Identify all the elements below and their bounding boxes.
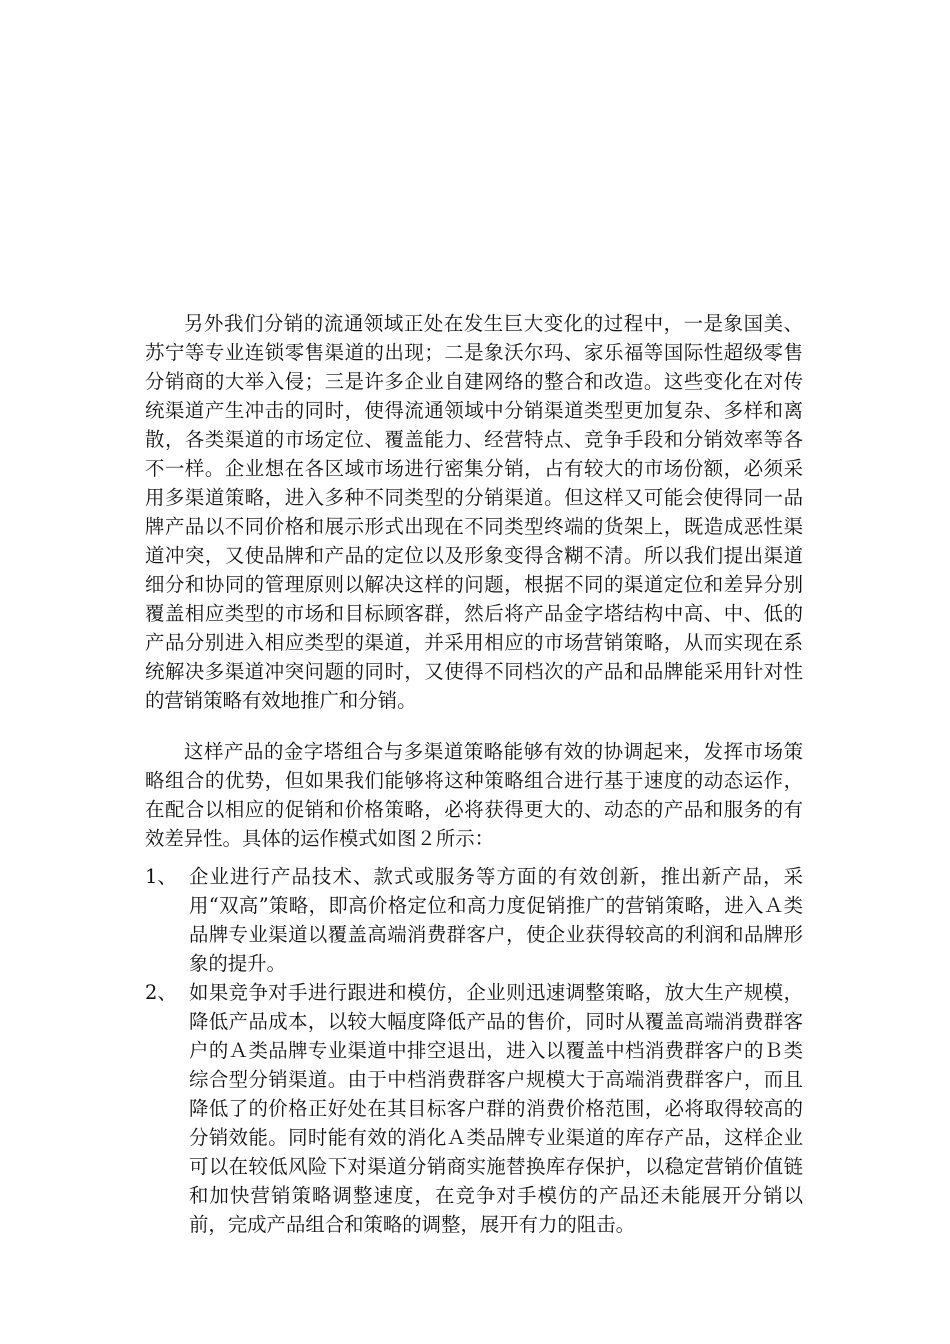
body-paragraph-1: 另外我们分销的流通领域正处在发生巨大变化的过程中，一是象国美、苏宁等专业连锁零售渠道的出现；二是象沃尔玛、家乐福等国际性超级零售分销商的大举入侵；三是许多企业自建网络的整合和改造。这些变化在对传统渠道产生冲击的同时，使得流通领域中分销渠道类型更加复杂、多样和离散，各类渠道的市场定位、覆盖能力、经营特点、竞争手段和分销效率等各不一样。企业想在各区域市场进行密集分销，占有较大的市场份额，必须采用多渠道策略，进入多种不同类型的分销渠道。但这样又可能会使得同一品牌产品以不同价格和展示形式出现在不同类型终端的货架上，既造成恶性渠道冲突，又使品牌和产品的定位以及形象变得含糊不清。所以我们提出渠道细分和协同的管理原则以解决这样的问题，根据不同的渠道定位和差异分别覆盖相应类型的市场和目标顾客群，然后将产品金字塔结构中高、中、低的产品分别进入相应类型的渠道，并采用相应的市场营销策略，从而实现在系统解决多渠道冲突问题的同时，又使得不同档次的产品和品牌能采用针对性的营销策略有效地推广和分销。 bbox=[145, 312, 803, 712]
list-item-text: 企业进行产品技术、款式或服务等方面的有效创新，推出新产品，采用“双高”策略，即高价格定位和高力度促销推广的营销策略，进入Ａ类品牌专业渠道以覆盖高端消费群客户，使企业获得较高的利润和品牌形象的提升。 bbox=[189, 865, 803, 975]
list-item-number: 2、 bbox=[145, 981, 177, 1004]
body-paragraph-2: 这样产品的金字塔组合与多渠道策略能够有效的协调起来，发挥市场策略组合的优势，但如果我们能够将这种策略组合进行基于速度的动态运作，在配合以相应的促销和价格策略，必将获得更大的、动态的产品和服务的有效差异性。具体的运作模式如图２所示： bbox=[145, 740, 803, 850]
list-item-text: 如果竞争对手进行跟进和模仿，企业则迅速调整策略，放大生产规模，降低产品成本，以较大幅度降低产品的售价，同时从覆盖高端消费群客户的Ａ类品牌专业渠道中排空退出，进入以覆盖中档消费群客户的Ｂ类综合型分销渠道。由于中档消费群客户规模大于高端消费群客户，而且降低了的价格正好处在其目标客户群的消费价格范围，必将取得较高的分销效能。同时能有效的消化Ａ类品牌专业渠道的库存产品，这样企业可以在较低风险下对渠道分销商实施替换库存保护，以稳定营销价值链和加快营销策略调整速度，在竞争对手模仿的产品还未能展开分销以前，完成产品组合和策略的调整，展开有力的阻击。 bbox=[189, 981, 803, 1236]
numbered-list-item-2 bbox=[145, 978, 803, 1239]
numbered-list-item-1 bbox=[145, 862, 803, 978]
list-item-number: 1、 bbox=[145, 865, 177, 888]
